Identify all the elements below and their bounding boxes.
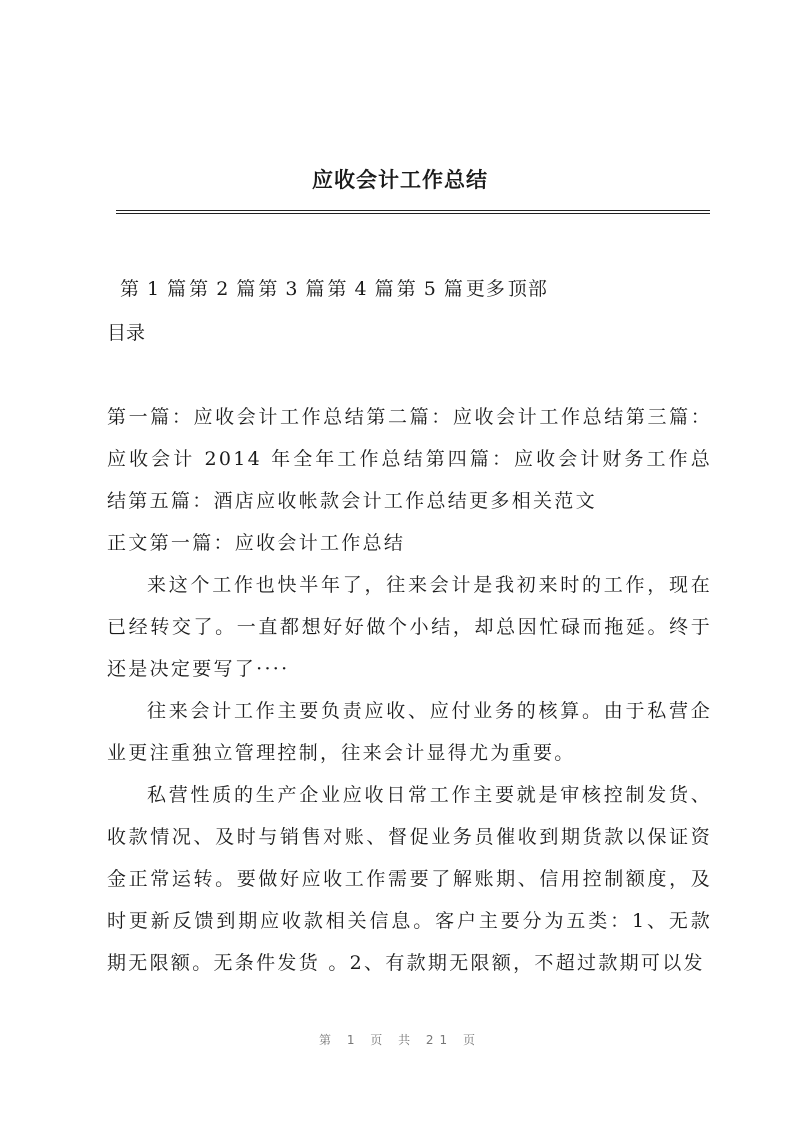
document-title: 应收会计工作总结 xyxy=(312,168,488,192)
document-body xyxy=(107,396,712,984)
nav-link-1[interactable]: 第 1 篇 xyxy=(120,278,188,300)
section-nav xyxy=(120,274,550,301)
paragraph: 私营性质的生产企业应收日常工作主要就是审核控制发货、收款情况、及时与销售对账、督促业务员催收到期货款以保证资金正常运转。要做好应收工作需要了解账期、信用控制额度，及时更新反馈到期应收款相关信息。客户主要分为五类：1、无款期无限额。无条件发货 。2、有款期无限额，不超过款期可以发 xyxy=(107,784,712,974)
paragraph: 来这个工作也快半年了，往来会计是我初来时的工作，现在已经转交了。一直都想好好做个小结，却总因忙碌而拖延。终于还是决定要写了···· xyxy=(107,574,712,680)
body-heading: 正文第一篇：应收会计工作总结 xyxy=(107,532,406,554)
nav-link-3[interactable]: 第 3 篇 xyxy=(258,278,326,300)
title-divider xyxy=(116,210,710,214)
nav-link-top[interactable]: 顶部 xyxy=(507,278,548,300)
nav-link-2[interactable]: 第 2 篇 xyxy=(189,278,257,300)
toc-entries: 第一篇：应收会计工作总结第二篇：应收会计工作总结第三篇：应收会计 2014 年全年工作总结第四篇：应收会计财务工作总结第五篇：酒店应收帐款会计工作总结更多相关范文 xyxy=(107,406,712,512)
paragraph: 往来会计工作主要负责应收、应付业务的核算。由于私营企业更注重独立管理控制，往来会计显得尤为重要。 xyxy=(107,700,712,764)
toc-label: 目录 xyxy=(107,322,146,344)
page-footer: 第 1 页 共 21 页 xyxy=(319,1033,481,1047)
nav-link-more[interactable]: 更多 xyxy=(465,278,506,300)
nav-link-5[interactable]: 第 5 篇 xyxy=(396,278,464,300)
nav-link-4[interactable]: 第 4 篇 xyxy=(327,278,395,300)
